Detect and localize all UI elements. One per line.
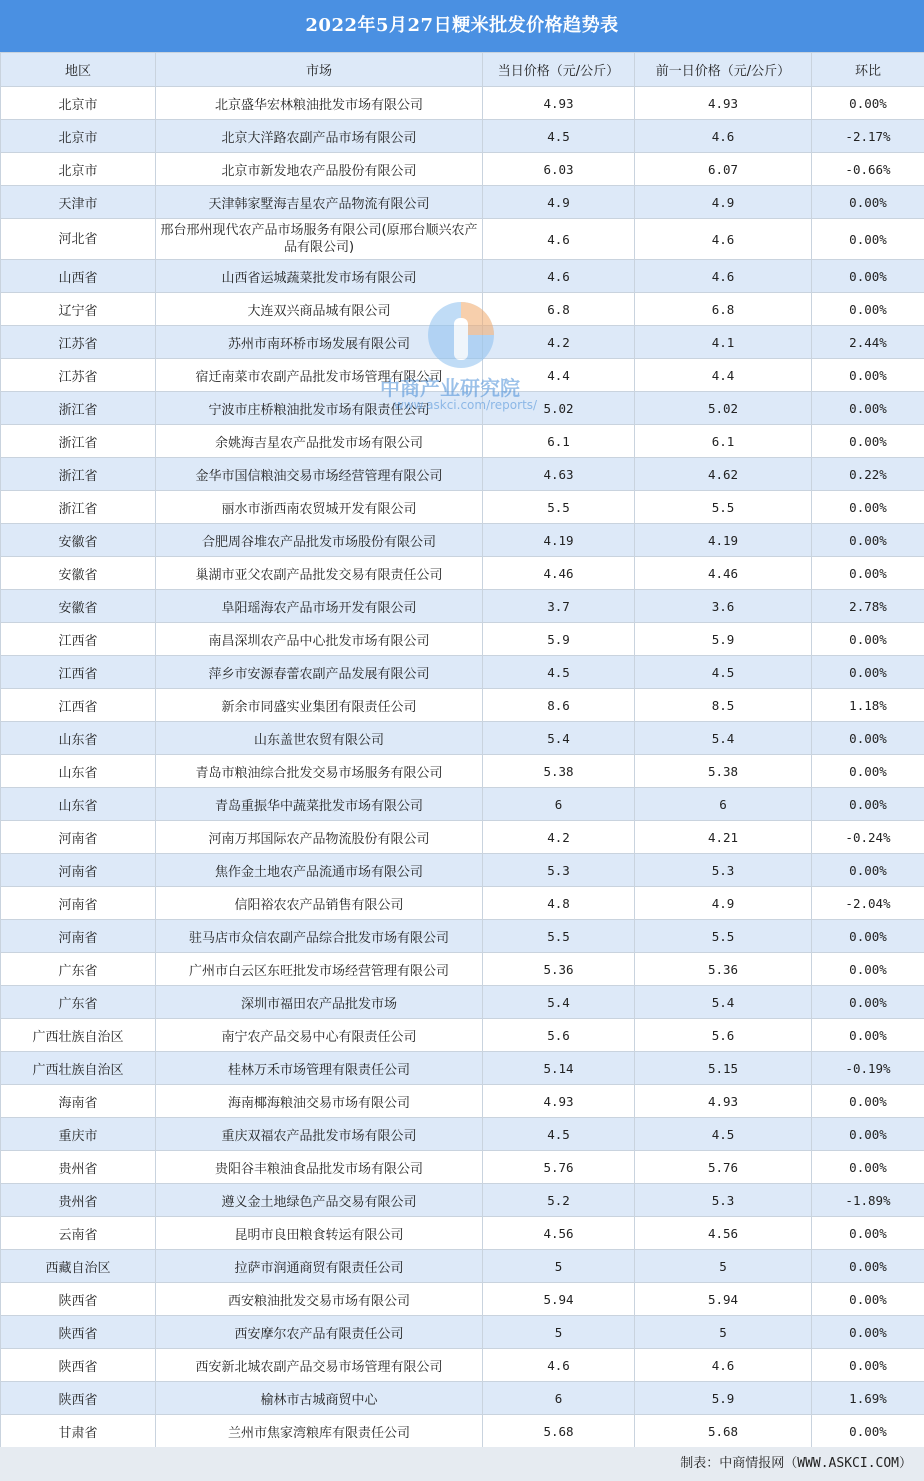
cell-prev-price: 5.3 xyxy=(635,1184,812,1217)
cell-change: 0.00% xyxy=(812,1118,924,1151)
table-row xyxy=(1,1382,924,1415)
cell-today-price: 4.93 xyxy=(483,87,635,120)
cell-market: 余姚海吉星农产品批发市场有限公司 xyxy=(156,425,483,458)
cell-today-price: 5.36 xyxy=(483,953,635,986)
cell-region: 浙江省 xyxy=(1,425,156,458)
table-row xyxy=(1,458,924,491)
cell-prev-price: 5.3 xyxy=(635,854,812,887)
cell-today-price: 4.6 xyxy=(483,219,635,260)
cell-prev-price: 6.1 xyxy=(635,425,812,458)
cell-region: 甘肃省 xyxy=(1,1415,156,1448)
cell-region: 河南省 xyxy=(1,854,156,887)
cell-today-price: 5.14 xyxy=(483,1052,635,1085)
cell-region: 天津市 xyxy=(1,186,156,219)
cell-market: 昆明市良田粮食转运有限公司 xyxy=(156,1217,483,1250)
table-row xyxy=(1,1052,924,1085)
cell-change: 0.00% xyxy=(812,1415,924,1448)
cell-prev-price: 4.46 xyxy=(635,557,812,590)
cell-market: 南宁农产品交易中心有限责任公司 xyxy=(156,1019,483,1052)
cell-today-price: 5.02 xyxy=(483,392,635,425)
cell-today-price: 3.7 xyxy=(483,590,635,623)
cell-region: 贵州省 xyxy=(1,1151,156,1184)
cell-change: 0.00% xyxy=(812,788,924,821)
cell-market: 贵阳谷丰粮油食品批发市场有限公司 xyxy=(156,1151,483,1184)
cell-prev-price: 8.5 xyxy=(635,689,812,722)
cell-market: 青岛市粮油综合批发交易市场服务有限公司 xyxy=(156,755,483,788)
cell-region: 江西省 xyxy=(1,689,156,722)
cell-today-price: 5.94 xyxy=(483,1283,635,1316)
table-row xyxy=(1,755,924,788)
cell-region: 广东省 xyxy=(1,986,156,1019)
header-market: 市场 xyxy=(156,53,483,87)
cell-market: 北京市新发地农产品股份有限公司 xyxy=(156,153,483,186)
table-body xyxy=(1,87,924,1448)
cell-region: 浙江省 xyxy=(1,491,156,524)
table-row xyxy=(1,854,924,887)
cell-change: 1.69% xyxy=(812,1382,924,1415)
cell-prev-price: 4.6 xyxy=(635,219,812,260)
cell-market: 南昌深圳农产品中心批发市场有限公司 xyxy=(156,623,483,656)
cell-market: 丽水市浙西南农贸城开发有限公司 xyxy=(156,491,483,524)
cell-change: 0.22% xyxy=(812,458,924,491)
cell-prev-price: 5.9 xyxy=(635,623,812,656)
cell-today-price: 5.68 xyxy=(483,1415,635,1448)
cell-market: 广州市白云区东旺批发市场经营管理有限公司 xyxy=(156,953,483,986)
cell-prev-price: 5.9 xyxy=(635,1382,812,1415)
cell-region: 北京市 xyxy=(1,87,156,120)
cell-prev-price: 5.4 xyxy=(635,986,812,1019)
cell-today-price: 6.1 xyxy=(483,425,635,458)
cell-prev-price: 5 xyxy=(635,1250,812,1283)
cell-market: 苏州市南环桥市场发展有限公司 xyxy=(156,326,483,359)
cell-region: 贵州省 xyxy=(1,1184,156,1217)
cell-prev-price: 4.21 xyxy=(635,821,812,854)
cell-change: 0.00% xyxy=(812,293,924,326)
table-row xyxy=(1,524,924,557)
table-row xyxy=(1,623,924,656)
cell-region: 山西省 xyxy=(1,260,156,293)
table-row xyxy=(1,87,924,120)
cell-market: 桂林万禾市场管理有限责任公司 xyxy=(156,1052,483,1085)
cell-prev-price: 6 xyxy=(635,788,812,821)
cell-prev-price: 4.6 xyxy=(635,1349,812,1382)
table-row xyxy=(1,219,924,260)
cell-market: 大连双兴商品城有限公司 xyxy=(156,293,483,326)
cell-prev-price: 5.5 xyxy=(635,920,812,953)
table-row xyxy=(1,359,924,392)
table-row xyxy=(1,153,924,186)
cell-today-price: 4.2 xyxy=(483,821,635,854)
cell-change: -0.19% xyxy=(812,1052,924,1085)
cell-prev-price: 5.68 xyxy=(635,1415,812,1448)
table-row xyxy=(1,1118,924,1151)
cell-prev-price: 5.6 xyxy=(635,1019,812,1052)
table-row xyxy=(1,1019,924,1052)
watermark-url: www.askci.com/reports/ xyxy=(394,398,538,412)
cell-prev-price: 5.94 xyxy=(635,1283,812,1316)
cell-market: 西安新北城农副产品交易市场管理有限公司 xyxy=(156,1349,483,1382)
cell-region: 安徽省 xyxy=(1,557,156,590)
cell-today-price: 5.3 xyxy=(483,854,635,887)
table-row xyxy=(1,1151,924,1184)
cell-market: 萍乡市安源春蕾农副产品发展有限公司 xyxy=(156,656,483,689)
cell-change: 0.00% xyxy=(812,392,924,425)
cell-market: 海南椰海粮油交易市场有限公司 xyxy=(156,1085,483,1118)
cell-change: 1.18% xyxy=(812,689,924,722)
cell-market: 青岛重振华中蔬菜批发市场有限公司 xyxy=(156,788,483,821)
cell-region: 山东省 xyxy=(1,722,156,755)
cell-region: 河南省 xyxy=(1,920,156,953)
cell-region: 河南省 xyxy=(1,887,156,920)
cell-today-price: 4.2 xyxy=(483,326,635,359)
cell-today-price: 5.5 xyxy=(483,920,635,953)
header-today-price: 当日价格（元/公斤） xyxy=(483,53,635,87)
cell-region: 安徽省 xyxy=(1,590,156,623)
cell-market: 遵义金土地绿色产品交易有限公司 xyxy=(156,1184,483,1217)
cell-change: 0.00% xyxy=(812,186,924,219)
cell-region: 安徽省 xyxy=(1,524,156,557)
cell-prev-price: 4.93 xyxy=(635,87,812,120)
cell-prev-price: 6.8 xyxy=(635,293,812,326)
cell-prev-price: 4.4 xyxy=(635,359,812,392)
header-prev-price: 前一日价格（元/公斤） xyxy=(635,53,812,87)
table-row xyxy=(1,590,924,623)
cell-change: 0.00% xyxy=(812,260,924,293)
cell-prev-price: 6.07 xyxy=(635,153,812,186)
cell-prev-price: 4.5 xyxy=(635,1118,812,1151)
cell-prev-price: 5.5 xyxy=(635,491,812,524)
cell-market: 西安粮油批发交易市场有限公司 xyxy=(156,1283,483,1316)
cell-today-price: 4.5 xyxy=(483,656,635,689)
cell-today-price: 4.6 xyxy=(483,260,635,293)
cell-today-price: 5.76 xyxy=(483,1151,635,1184)
cell-today-price: 4.5 xyxy=(483,120,635,153)
cell-today-price: 4.4 xyxy=(483,359,635,392)
cell-change: 0.00% xyxy=(812,87,924,120)
cell-change: -1.89% xyxy=(812,1184,924,1217)
cell-prev-price: 4.19 xyxy=(635,524,812,557)
cell-today-price: 4.63 xyxy=(483,458,635,491)
cell-region: 海南省 xyxy=(1,1085,156,1118)
cell-today-price: 4.9 xyxy=(483,186,635,219)
cell-prev-price: 4.9 xyxy=(635,186,812,219)
cell-prev-price: 5.76 xyxy=(635,1151,812,1184)
cell-market: 榆林市古城商贸中心 xyxy=(156,1382,483,1415)
table-row xyxy=(1,821,924,854)
cell-market: 焦作金土地农产品流通市场有限公司 xyxy=(156,854,483,887)
cell-change: 0.00% xyxy=(812,491,924,524)
cell-region: 山东省 xyxy=(1,788,156,821)
cell-market: 北京大洋路农副产品市场有限公司 xyxy=(156,120,483,153)
cell-change: 2.44% xyxy=(812,326,924,359)
cell-region: 陕西省 xyxy=(1,1316,156,1349)
cell-today-price: 5.9 xyxy=(483,623,635,656)
table-row xyxy=(1,722,924,755)
cell-prev-price: 4.62 xyxy=(635,458,812,491)
cell-region: 河北省 xyxy=(1,219,156,260)
cell-today-price: 4.5 xyxy=(483,1118,635,1151)
cell-change: 0.00% xyxy=(812,425,924,458)
cell-market: 金华市国信粮油交易市场经营管理有限公司 xyxy=(156,458,483,491)
cell-change: 0.00% xyxy=(812,623,924,656)
cell-region: 江西省 xyxy=(1,623,156,656)
table-row xyxy=(1,326,924,359)
cell-today-price: 8.6 xyxy=(483,689,635,722)
cell-prev-price: 4.6 xyxy=(635,120,812,153)
cell-today-price: 5.6 xyxy=(483,1019,635,1052)
cell-prev-price: 4.9 xyxy=(635,887,812,920)
table-row xyxy=(1,887,924,920)
cell-change: 2.78% xyxy=(812,590,924,623)
cell-region: 陕西省 xyxy=(1,1283,156,1316)
cell-region: 北京市 xyxy=(1,120,156,153)
cell-region: 陕西省 xyxy=(1,1382,156,1415)
cell-today-price: 4.6 xyxy=(483,1349,635,1382)
cell-change: -2.17% xyxy=(812,120,924,153)
cell-change: -2.04% xyxy=(812,887,924,920)
table-row xyxy=(1,1415,924,1448)
cell-change: 0.00% xyxy=(812,722,924,755)
header-row xyxy=(1,53,924,87)
cell-region: 广西壮族自治区 xyxy=(1,1052,156,1085)
cell-change: 0.00% xyxy=(812,219,924,260)
cell-region: 江西省 xyxy=(1,656,156,689)
table-row xyxy=(1,788,924,821)
table-row xyxy=(1,656,924,689)
table-row xyxy=(1,1250,924,1283)
table-row xyxy=(1,1217,924,1250)
cell-market: 重庆双福农产品批发市场有限公司 xyxy=(156,1118,483,1151)
cell-region: 云南省 xyxy=(1,1217,156,1250)
cell-today-price: 4.8 xyxy=(483,887,635,920)
cell-region: 广东省 xyxy=(1,953,156,986)
cell-region: 河南省 xyxy=(1,821,156,854)
cell-market: 兰州市焦家湾粮库有限责任公司 xyxy=(156,1415,483,1448)
cell-market: 宁波市庄桥粮油批发市场有限责任公司 xyxy=(156,392,483,425)
cell-today-price: 5.38 xyxy=(483,755,635,788)
cell-prev-price: 5.4 xyxy=(635,722,812,755)
table-row xyxy=(1,293,924,326)
cell-change: 0.00% xyxy=(812,359,924,392)
cell-market: 新余市同盛实业集团有限责任公司 xyxy=(156,689,483,722)
cell-change: 0.00% xyxy=(812,656,924,689)
cell-region: 广西壮族自治区 xyxy=(1,1019,156,1052)
cell-prev-price: 5 xyxy=(635,1316,812,1349)
cell-market: 巢湖市亚父农副产品批发交易有限责任公司 xyxy=(156,557,483,590)
cell-prev-price: 3.6 xyxy=(635,590,812,623)
cell-region: 西藏自治区 xyxy=(1,1250,156,1283)
header-change: 环比 xyxy=(812,53,924,87)
cell-prev-price: 5.36 xyxy=(635,953,812,986)
table-row xyxy=(1,1184,924,1217)
table-title: 2022年5月27日粳米批发价格趋势表 xyxy=(0,0,924,52)
table-row xyxy=(1,986,924,1019)
cell-market: 宿迁南菜市农副产品批发市场管理有限公司 xyxy=(156,359,483,392)
cell-market: 驻马店市众信农副产品综合批发市场有限公司 xyxy=(156,920,483,953)
cell-today-price: 4.19 xyxy=(483,524,635,557)
cell-market: 拉萨市润通商贸有限责任公司 xyxy=(156,1250,483,1283)
table-row xyxy=(1,260,924,293)
table-row xyxy=(1,425,924,458)
cell-region: 重庆市 xyxy=(1,1118,156,1151)
cell-change: 0.00% xyxy=(812,1250,924,1283)
price-table xyxy=(0,52,924,1448)
cell-change: 0.00% xyxy=(812,1019,924,1052)
cell-today-price: 5.4 xyxy=(483,986,635,1019)
cell-today-price: 6 xyxy=(483,1382,635,1415)
cell-region: 辽宁省 xyxy=(1,293,156,326)
cell-region: 江苏省 xyxy=(1,359,156,392)
cell-region: 陕西省 xyxy=(1,1349,156,1382)
table-row xyxy=(1,491,924,524)
cell-today-price: 5.4 xyxy=(483,722,635,755)
cell-change: 0.00% xyxy=(812,953,924,986)
table-row xyxy=(1,1349,924,1382)
cell-prev-price: 4.1 xyxy=(635,326,812,359)
cell-change: 0.00% xyxy=(812,854,924,887)
cell-today-price: 5 xyxy=(483,1316,635,1349)
cell-region: 江苏省 xyxy=(1,326,156,359)
table-row xyxy=(1,392,924,425)
cell-region: 北京市 xyxy=(1,153,156,186)
cell-change: 0.00% xyxy=(812,1217,924,1250)
cell-change: 0.00% xyxy=(812,1085,924,1118)
cell-change: -0.24% xyxy=(812,821,924,854)
cell-today-price: 5.2 xyxy=(483,1184,635,1217)
cell-today-price: 6 xyxy=(483,788,635,821)
cell-change: 0.00% xyxy=(812,920,924,953)
cell-change: 0.00% xyxy=(812,1151,924,1184)
table-row xyxy=(1,920,924,953)
cell-change: 0.00% xyxy=(812,1283,924,1316)
cell-market: 河南万邦国际农产品物流股份有限公司 xyxy=(156,821,483,854)
table-row xyxy=(1,689,924,722)
cell-market: 信阳裕农农产品销售有限公司 xyxy=(156,887,483,920)
watermark-name: 中商产业研究院 xyxy=(380,376,520,400)
table-row xyxy=(1,186,924,219)
cell-today-price: 6.8 xyxy=(483,293,635,326)
cell-change: 0.00% xyxy=(812,755,924,788)
cell-market: 合肥周谷堆农产品批发市场股份有限公司 xyxy=(156,524,483,557)
cell-market: 西安摩尔农产品有限责任公司 xyxy=(156,1316,483,1349)
footer-source: 制表：中商情报网（WWW.ASKCI.COM） xyxy=(0,1447,924,1481)
table-row xyxy=(1,120,924,153)
cell-change: 0.00% xyxy=(812,1316,924,1349)
cell-change: 0.00% xyxy=(812,986,924,1019)
cell-region: 浙江省 xyxy=(1,458,156,491)
cell-prev-price: 4.5 xyxy=(635,656,812,689)
cell-change: 0.00% xyxy=(812,557,924,590)
cell-today-price: 5.5 xyxy=(483,491,635,524)
table-row xyxy=(1,1283,924,1316)
cell-market: 邢台邢州现代农产品市场服务有限公司(原邢台顺兴农产品有限公司) xyxy=(156,219,483,260)
header-region: 地区 xyxy=(1,53,156,87)
cell-today-price: 4.46 xyxy=(483,557,635,590)
cell-today-price: 4.93 xyxy=(483,1085,635,1118)
table-row xyxy=(1,1316,924,1349)
cell-market: 阜阳瑶海农产品市场开发有限公司 xyxy=(156,590,483,623)
cell-market: 山东盖世农贸有限公司 xyxy=(156,722,483,755)
cell-change: 0.00% xyxy=(812,1349,924,1382)
table-row xyxy=(1,953,924,986)
cell-prev-price: 4.6 xyxy=(635,260,812,293)
cell-market: 天津韩家墅海吉星农产品物流有限公司 xyxy=(156,186,483,219)
table-row xyxy=(1,557,924,590)
cell-prev-price: 4.93 xyxy=(635,1085,812,1118)
table-row xyxy=(1,1085,924,1118)
cell-prev-price: 5.38 xyxy=(635,755,812,788)
cell-region: 山东省 xyxy=(1,755,156,788)
cell-today-price: 5 xyxy=(483,1250,635,1283)
cell-prev-price: 5.02 xyxy=(635,392,812,425)
cell-market: 深圳市福田农产品批发市场 xyxy=(156,986,483,1019)
cell-change: 0.00% xyxy=(812,524,924,557)
cell-market: 山西省运城蔬菜批发市场有限公司 xyxy=(156,260,483,293)
cell-market: 北京盛华宏林粮油批发市场有限公司 xyxy=(156,87,483,120)
cell-prev-price: 4.56 xyxy=(635,1217,812,1250)
cell-change: -0.66% xyxy=(812,153,924,186)
cell-prev-price: 5.15 xyxy=(635,1052,812,1085)
cell-region: 浙江省 xyxy=(1,392,156,425)
cell-today-price: 4.56 xyxy=(483,1217,635,1250)
cell-today-price: 6.03 xyxy=(483,153,635,186)
